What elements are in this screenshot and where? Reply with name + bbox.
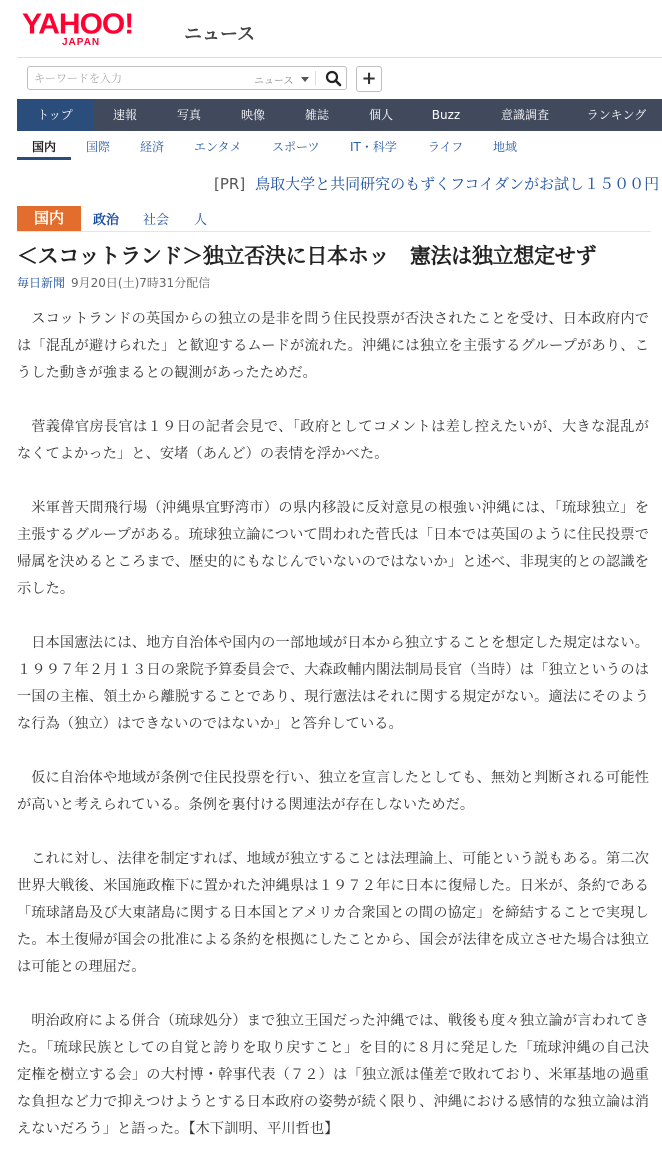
search-icon [321, 68, 345, 88]
sub-nav-it-science[interactable]: IT・科学 [350, 140, 397, 154]
search-button[interactable] [321, 68, 345, 88]
logo-subtext: JAPAN [62, 37, 101, 48]
main-nav [17, 99, 662, 131]
sub-nav-international[interactable]: 国際 [86, 140, 111, 154]
nav-item-top[interactable]: トップ [17, 99, 93, 131]
active-tab-indicator [17, 157, 71, 160]
article-datetime: 9月20日(土)7時31分配信 [71, 276, 211, 290]
pr-ad [214, 173, 659, 194]
article-paragraph: スコットランドの英国からの独立の是非を問う住民投票が否決されたことを受け、日本政府内では「混乱が避けられた」と歓迎するムードが流れた。沖縄には独立を主張するグループがあり、こうした動きが強まるとの観測があったためだ。 [17, 311, 649, 381]
nav-item-ranking[interactable]: ランキング [586, 108, 647, 122]
article-body [17, 306, 649, 1170]
search-input[interactable] [34, 70, 244, 86]
pr-tag: [PR] [214, 175, 246, 193]
add-button[interactable]: + [356, 66, 382, 92]
search-bar [27, 66, 347, 90]
chevron-down-icon[interactable] [301, 77, 309, 82]
sub-nav-sports[interactable]: スポーツ [272, 140, 320, 154]
nav-item-buzz[interactable]: Buzz [431, 108, 461, 122]
sub-nav-entertainment[interactable]: エンタメ [194, 140, 242, 154]
nav-item-survey[interactable]: 意識調査 [500, 108, 549, 122]
category-tab-domestic[interactable]: 国内 [17, 206, 81, 231]
article-paragraph: 日本国憲法には、地方自治体や国内の一部地域が日本から独立することを想定した規定はない。１９９７年２月１３日の衆院予算委員会で、大森政輔内閣法制局長官（当時）は「独立というのは一国の主権、領土から離脱することであり、現行憲法はそれに関する規定がない。適法にそのような行為（独立）はできないのではないか」と答弁している。 [17, 635, 649, 732]
category-tabs [17, 206, 651, 231]
article-paragraph: 米軍普天間飛行場（沖縄県宜野湾市）の県内移設に反対意見の根強い沖縄には、「琉球独立」を主張するグループがある。琉球独立論について問われた菅氏は「日本では英国のように住民投票で帰属を決めるところまで、歴史的にもなじんでいないのではないか」と述べ、非現実的との認識を示した。 [17, 500, 649, 597]
category-tab-people[interactable]: 人 [194, 213, 208, 228]
sub-nav-life[interactable]: ライフ [428, 140, 464, 154]
category-divider [17, 231, 651, 232]
article-meta [17, 274, 210, 291]
article-source-link[interactable]: 毎日新聞 [17, 276, 66, 290]
sub-nav-local[interactable]: 地域 [493, 140, 518, 154]
nav-item-breaking[interactable]: 速報 [112, 108, 137, 122]
sub-nav-economy[interactable]: 経済 [140, 140, 165, 154]
sub-nav [17, 131, 662, 161]
search-divider [315, 71, 316, 85]
search-scope-select[interactable]: ニュース [254, 76, 294, 87]
logo-wordmark: YAHOO! [22, 8, 134, 41]
sub-nav-domestic[interactable]: 国内 [32, 140, 57, 154]
header-divider [17, 57, 662, 58]
article-title: ＜スコットランド＞独立否決に日本ホッ 憲法は独立想定せず [17, 244, 597, 268]
article-paragraph: 菅義偉官房長官は１９日の記者会見で、「政府としてコメントは差し控えたいが、大きな混乱がなくてよかった」と、安堵（あんど）の表情を浮かべた。 [17, 419, 649, 462]
article-paragraph: 明治政府による併合（琉球処分）まで独立王国だった沖縄では、戦後も度々独立論が言われてきた。「琉球民族としての自覚と誇りを取り戻すこと」を目的に８月に発足した「琉球沖縄の自己決定権を樹立する会」の大村博・幹事代表（７２）は「独立派は僅差で敗れており、米軍基地の過重な負担など力で抑えつけようとする日本政府の姿勢が続く限り、沖縄における感情的な独立論は消えないだろう」と語った。【木下訓明、平川哲也】 [17, 1013, 649, 1137]
service-name: ニュース [184, 24, 256, 45]
category-tab-politics[interactable]: 政治 [93, 213, 120, 228]
article-paragraph: これに対し、法律を制定すれば、地域が独立することは法理論上、可能という説もある。第二次世界大戦後、米国施政権下に置かれた沖縄県は１９７２年に日本に復帰した。日米が、条約である「琉球諸島及び大東諸島に関する日本国とアメリカ合衆国との間の協定」を締結することで実現した。本土復帰が国会の批准による条約を根拠にしたことから、国会が法律を成立させた場合は独立は可能との理屈だ。 [17, 851, 649, 975]
nav-item-magazines[interactable]: 雑誌 [304, 108, 329, 122]
article-paragraph: 仮に自治体や地域が条例で住民投票を行い、独立を宣言したとしても、無効と判断される可能性が高いと考えられている。条例を裏付ける関連法が存在しないためだ。 [17, 770, 649, 813]
category-tab-society[interactable]: 社会 [143, 213, 170, 228]
nav-item-individual[interactable]: 個人 [368, 108, 393, 122]
pr-link[interactable]: 鳥取大学と共同研究のもずくフコイダンがお試し１５００円 [255, 175, 660, 193]
nav-item-photos[interactable]: 写真 [176, 108, 201, 122]
nav-item-video[interactable]: 映像 [240, 108, 265, 122]
